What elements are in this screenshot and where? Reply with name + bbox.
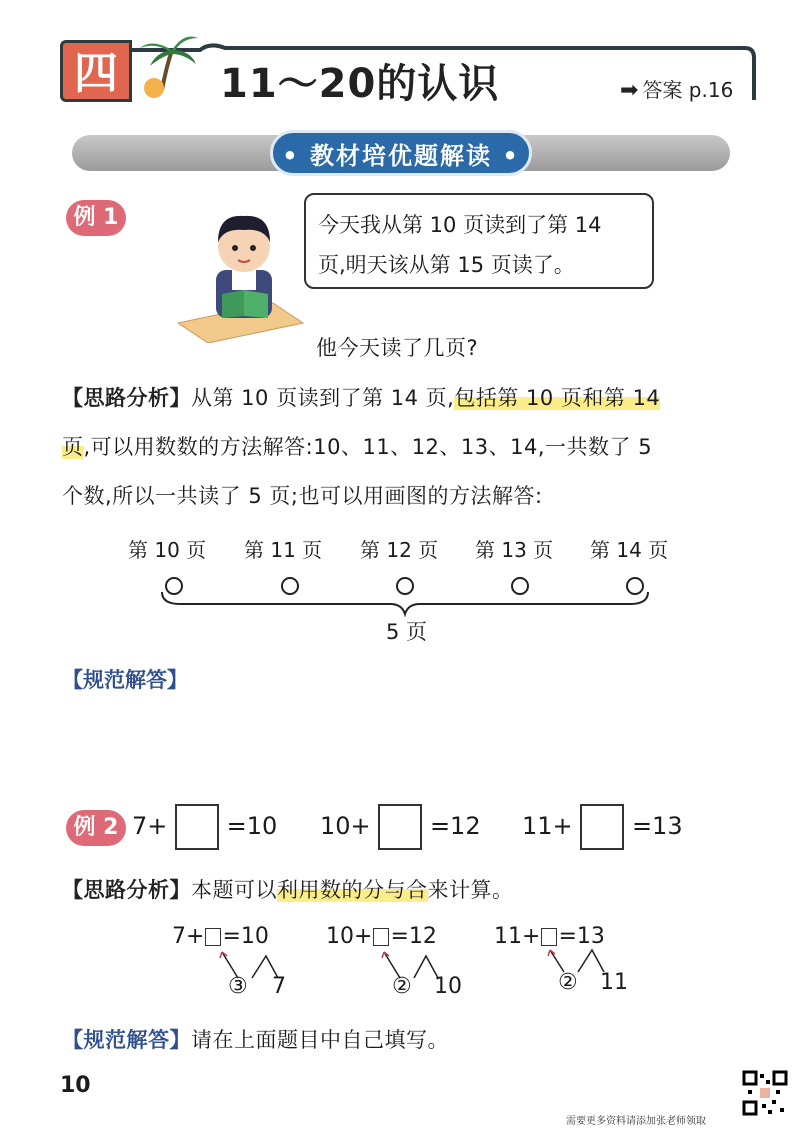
page-label: 第 14 页 — [590, 538, 669, 562]
analysis-text: 从第 10 页读到了第 14 页, — [191, 386, 455, 410]
footer-note: 需要更多资料请添加张老师领取 — [566, 1116, 706, 1127]
split-box — [373, 928, 389, 946]
analysis-text: ,可以用数数的方法解答:10、11、12、13、14,一共数了 5 — [83, 435, 653, 459]
boy-reading-illustration — [178, 198, 308, 343]
palm-tree-icon — [132, 28, 202, 98]
analysis-highlight: 利用数的分与合 — [277, 878, 428, 902]
split-box — [541, 928, 557, 946]
equation-1 — [132, 804, 277, 850]
answer-box[interactable] — [580, 804, 624, 850]
split-equation-text: 7+ — [172, 924, 205, 949]
example-2-analysis — [62, 866, 514, 915]
example-1-badge: 例 1 — [66, 200, 126, 236]
page-circles-brace — [150, 572, 660, 622]
split-equation-text: =10 — [222, 924, 269, 949]
answer-reference — [620, 74, 733, 103]
chapter-number-badge: 四 — [60, 40, 132, 102]
example-1-question: 他今天读了几页? — [316, 336, 479, 360]
analysis-text: 本题可以 — [191, 878, 277, 902]
answer-box[interactable] — [175, 804, 219, 850]
equation-text: 11+ — [522, 812, 573, 840]
equation-text: =10 — [226, 812, 278, 840]
analysis-heading: 【思路分析】 — [62, 386, 191, 410]
chapter-title: 11～20的认识 — [220, 61, 500, 107]
section-label: • 教材培优题解读 • — [270, 130, 532, 176]
brace — [162, 592, 648, 614]
split-equation-text: 10+ — [326, 924, 373, 949]
answer-heading: 【规范解答】 — [62, 1028, 191, 1052]
answer-box[interactable] — [378, 804, 422, 850]
bubble-line-2: 页,明天该从第 15 页读了。 — [318, 253, 575, 277]
split-equation-text: =13 — [558, 924, 605, 949]
analysis-text: 来计算。 — [427, 878, 514, 902]
split-part-a: ② — [558, 970, 578, 995]
example-2-answer — [62, 1016, 449, 1065]
brace-label: 5 页 — [386, 620, 428, 644]
split-equation-text: 11+ — [494, 924, 541, 949]
analysis-highlight: 页 — [62, 435, 84, 459]
equation-3 — [522, 804, 683, 850]
split-box — [205, 928, 221, 946]
split-part-a: ③ — [228, 974, 248, 999]
page-circle — [512, 578, 528, 594]
page-label: 第 11 页 — [244, 538, 323, 562]
equation-text: 7+ — [132, 812, 168, 840]
split-part-b: 10 — [434, 974, 462, 999]
split-diagram-2 — [326, 924, 437, 949]
split-equation-text: =12 — [390, 924, 437, 949]
analysis-heading: 【思路分析】 — [62, 878, 191, 902]
split-part-a: ② — [392, 974, 412, 999]
example-2-badge: 例 2 — [66, 810, 126, 846]
right-arrow-icon: ➡ — [620, 78, 639, 103]
page-label: 第 13 页 — [475, 538, 554, 562]
equation-text: 10+ — [320, 812, 371, 840]
analysis-text: 个数,所以一共读了 5 页;也可以用画图的方法解答: — [62, 484, 543, 508]
equation-text: =12 — [429, 812, 481, 840]
bubble-line-1: 今天我从第 10 页读到了第 14 — [318, 213, 602, 237]
split-diagram-1 — [172, 924, 269, 949]
qr-code-icon — [742, 1070, 788, 1116]
equation-text: =13 — [631, 812, 683, 840]
example-1-answer-heading: 【规范解答】 — [62, 668, 188, 692]
page-label: 第 12 页 — [360, 538, 439, 562]
split-part-b: 11 — [600, 970, 628, 995]
page-label: 第 10 页 — [128, 538, 207, 562]
answer-reference-text: 答案 p.16 — [642, 78, 734, 102]
answer-text: 请在上面题目中自己填写。 — [191, 1028, 449, 1052]
page-circle — [397, 578, 413, 594]
split-part-b: 7 — [272, 974, 286, 999]
speech-bubble — [304, 193, 654, 289]
analysis-highlight: 包括第 10 页和第 14 — [454, 386, 661, 410]
page-circle — [627, 578, 643, 594]
equation-2 — [320, 804, 481, 850]
page-circle — [282, 578, 298, 594]
page-number: 10 — [60, 1073, 91, 1098]
example-1-analysis — [62, 374, 752, 521]
page-circle — [166, 578, 182, 594]
